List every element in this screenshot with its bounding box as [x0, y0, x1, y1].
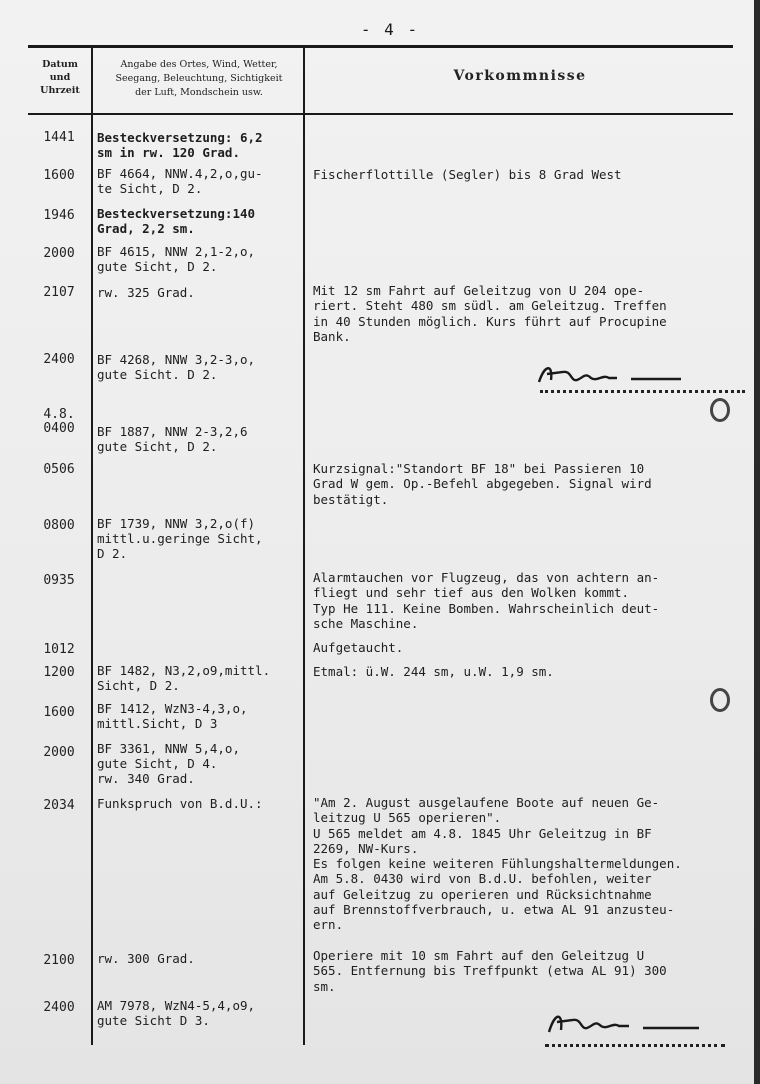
row-location: Besteckversetzung:140 Grad, 2,2 sm.	[97, 206, 256, 236]
row-time: 0506	[43, 462, 75, 477]
row-location: rw. 325 Grad.	[97, 285, 195, 300]
row-time: 0800	[43, 518, 75, 533]
row-time: 4.8. 0400	[43, 407, 75, 436]
row-time: 1600	[43, 168, 75, 183]
signature-dotted-line-2	[545, 1044, 725, 1050]
row-event: Fischerflottille (Segler) bis 8 Grad West	[313, 167, 622, 182]
commander-signature-2	[545, 1006, 705, 1038]
row-time: 1946	[43, 208, 75, 223]
row-event: "Am 2. August ausgelaufene Boote auf neuen Ge- leitzug U 565 operieren". U 565 meldet am 4.8. 1845 Uhr Geleitzug in BF 2269, NW-Kurs. Es folgen keine weiteren Fühlungshaltermeldungen. Am 5.8. 0430 wird von B.d.U. befohlen, weiter auf Geleitzug zu operieren und Rücksichtnahme auf Brennstoffverbrauch, u. etwa AL 91 anzusteu- ern.	[313, 795, 682, 933]
row-time: 0935	[43, 573, 75, 588]
row-time: 1200	[43, 665, 75, 680]
column-divider-1	[91, 45, 93, 1045]
header-events	[305, 68, 735, 84]
row-event: Kurzsignal:"Standort BF 18" bei Passieren 10 Grad W gem. Op.-Befehl abgegeben. Signal wird bestätigt.	[313, 461, 652, 507]
row-location: BF 1739, NNW 3,2,o(f) mittl.u.geringe Sicht, D 2.	[97, 516, 263, 561]
punch-hole-mark	[710, 398, 730, 422]
row-location: Besteckversetzung: 6,2 sm in rw. 120 Grad.	[97, 130, 263, 160]
row-time: 1441	[43, 130, 75, 145]
row-location: BF 3361, NNW 5,4,o, gute Sicht, D 4. rw. 340 Grad.	[97, 741, 240, 786]
header-events-label: Vorkommnisse	[453, 68, 587, 84]
row-location: Funkspruch von B.d.U.:	[97, 796, 263, 811]
row-location: BF 1412, WzN3-4,3,o, mittl.Sicht, D 3	[97, 701, 248, 731]
row-time: 2400	[43, 1000, 75, 1015]
row-event: Etmal: ü.W. 244 sm, u.W. 1,9 sm.	[313, 664, 554, 679]
row-time: 2000	[43, 745, 75, 760]
header-location-weather-label: Angabe des Ortes, Wind, Wetter, Seegang, Beleuchtung, Sichtigkeit der Luft, Mondschein usw.	[115, 59, 283, 98]
row-event: Aufgetaucht.	[313, 640, 404, 655]
row-time: 1012	[43, 642, 75, 657]
punch-hole-mark	[710, 688, 730, 712]
row-event: Mit 12 sm Fahrt auf Geleitzug von U 204 ope- riert. Steht 480 sm südl. am Geleitzug. Treffen in 40 Stunden möglich. Kurs führt auf Procupine Bank.	[313, 283, 667, 344]
table-top-border	[28, 45, 733, 48]
header-date-time-label: Datum und Uhrzeit	[40, 59, 80, 96]
row-location: BF 1482, N3,2,o9,mittl. Sicht, D 2.	[97, 663, 271, 693]
header-location-weather	[94, 58, 304, 100]
row-event: Operiere mit 10 sm Fahrt auf den Geleitzug U 565. Entfernung bis Treffpunkt (etwa AL 91) 300 sm.	[313, 948, 667, 994]
row-time: 2107	[43, 285, 75, 300]
row-location: BF 1887, NNW 2-3,2,6 gute Sicht, D 2.	[97, 424, 248, 454]
row-time: 1600	[43, 705, 75, 720]
row-location: BF 4664, NNW.4,2,o,gu- te Sicht, D 2.	[97, 166, 263, 196]
row-time: 2000	[43, 246, 75, 261]
row-location: rw. 300 Grad.	[97, 951, 195, 966]
row-location: AM 7978, WzN4-5,4,o9, gute Sicht D 3.	[97, 998, 256, 1028]
row-event: Alarmtauchen vor Flugzeug, das von achtern an- fliegt und sehr tief aus den Wolken kommt. Typ He 111. Keine Bomben. Wahrscheinlich deut- sche Maschine.	[313, 570, 660, 631]
header-date-time	[30, 58, 90, 97]
row-time: 2034	[43, 798, 75, 813]
row-time: 2400	[43, 352, 75, 367]
page-number: - 4 -	[360, 20, 420, 39]
row-location: BF 4615, NNW 2,1-2,o, gute Sicht, D 2.	[97, 244, 256, 274]
header-bottom-border	[28, 113, 733, 115]
row-location: BF 4268, NNW 3,2-3,o, gute Sicht. D 2.	[97, 352, 256, 382]
scan-edge	[754, 0, 760, 1084]
signature-dotted-line	[540, 390, 745, 396]
row-time: 2100	[43, 953, 75, 968]
commander-signature	[535, 360, 685, 388]
